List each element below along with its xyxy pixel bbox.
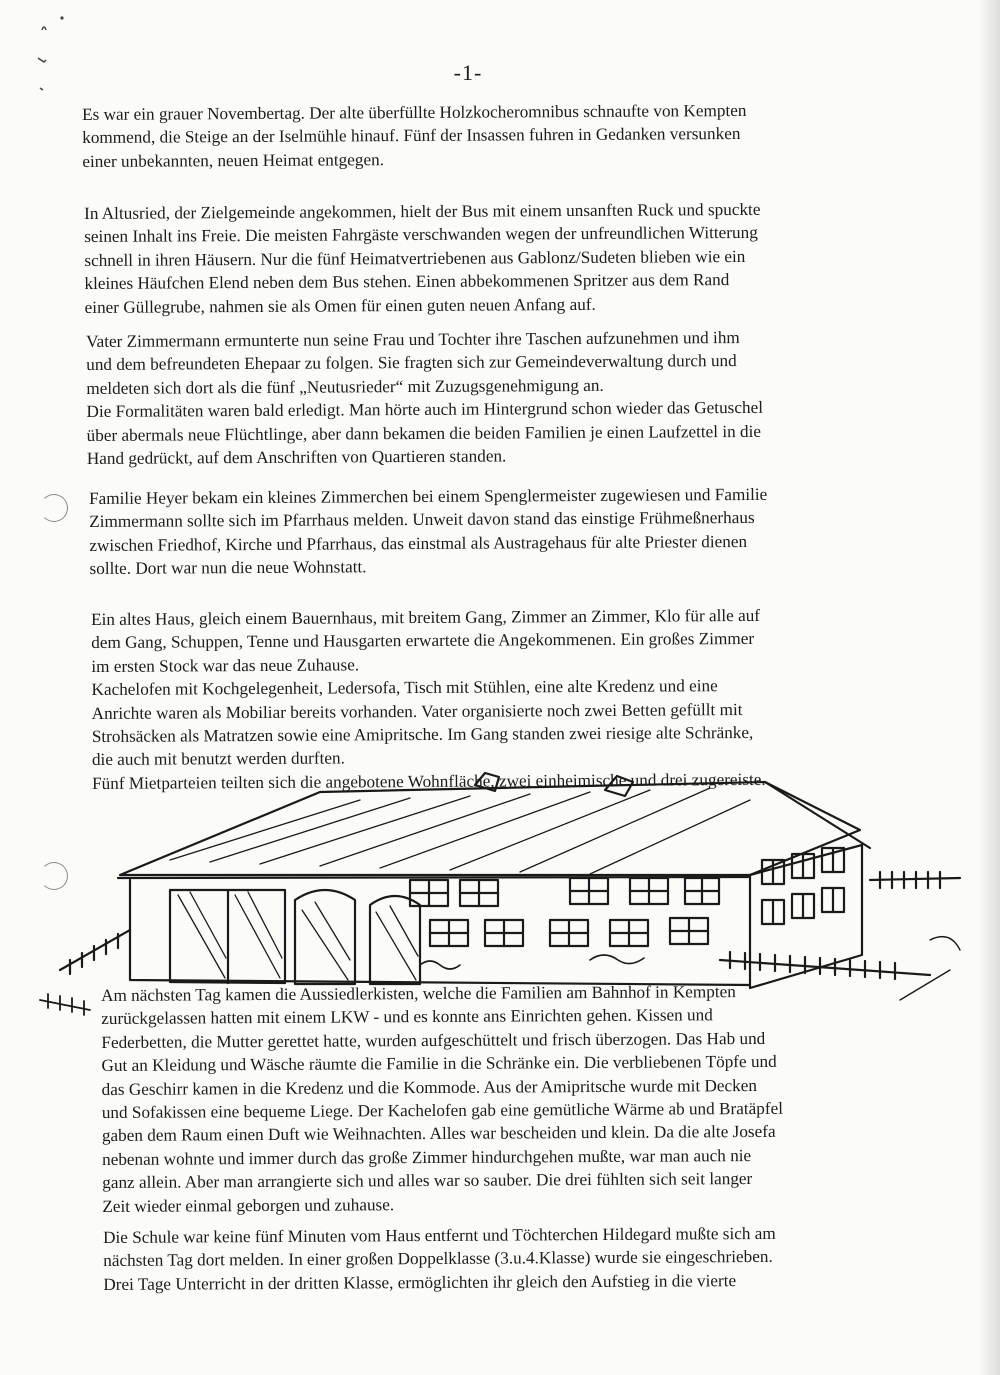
text-line: schnell in ihren Häusern. Nur die fünf Heimatvertriebenen aus Gablonz/Sudeten blieben wie ein	[84, 246, 746, 270]
punch-hole-top	[40, 494, 68, 522]
text-line: ganz allein. Aber man arrangierte sich und alles war so sauber. Die drei fühlten sich seit langer	[102, 1169, 753, 1193]
text-line: nebenan wohnte und immer durch das große Zimmer hindurchgehen mußte, war man auch nie	[102, 1145, 752, 1169]
paragraph-school	[103, 1222, 776, 1296]
text-line: über abermals neue Flüchtlinge, aber dann bekamen die beiden Familien je einen Laufzettel in die	[86, 421, 762, 445]
text-line: kommend, die Steige an der Iselmühle hinauf. Fünf der Insassen fuhren in Gedanken versunken	[82, 124, 741, 148]
text-line: Die Schule war keine fünf Minuten vom Haus entfernt und Töchterchen Hildegard mußte sich am	[103, 1223, 776, 1247]
text-line: zwischen Friedhof, Kirche und Pfarrhaus, das einstmal als Austragehaus für alte Priester dienen	[89, 531, 748, 555]
text-line: dem Gang, Schuppen, Tenne und Hausgarten erwartete die Angekommenen. Ein großes Zimmer	[91, 629, 755, 653]
paragraph-registration	[86, 326, 763, 471]
text-line: einer Güllegrube, nahmen sie als Omen für einen guten neuen Anfang auf.	[84, 294, 596, 317]
page-edge-shadow	[978, 0, 1000, 1375]
text-line: Zeit wieder einmal geborgen und zuhause.	[102, 1194, 395, 1216]
text-line: Familie Heyer bekam ein kleines Zimmerchen bei einem Spenglermeister zugewiesen und Familie	[89, 484, 768, 508]
text-line: Kachelofen mit Kochgelegenheit, Ledersofa, Tisch mit Stühlen, eine alte Kredenz und eine	[91, 676, 718, 700]
text-line: nächsten Tag dort melden. In einer großen Doppelklasse (3.u.4.Klasse) wurde sie eingeschrieben.	[103, 1247, 773, 1271]
scan-marks	[0, 0, 100, 100]
paragraph-arrival-bus	[82, 99, 747, 173]
page-number: -1-	[453, 60, 483, 85]
text-line: Hand gedrückt, auf dem Anschriften von Quartieren standen.	[86, 446, 507, 469]
text-line: sollte. Dort war nun die neue Wohnstatt.	[89, 557, 367, 579]
text-line: In Altusried, der Zielgemeinde angekommen, hielt der Bus mit einem unsanften Ruck und spuckte	[84, 199, 761, 223]
text-line: kleines Häufchen Elend neben dem Bus stehen. Einen abbekommenen Spritzer aus dem Rand	[84, 270, 730, 294]
text-line: Gut an Kleidung und Wäsche räumte die Familie in die Schränke ein. Die verbliebenen Töpfe und	[101, 1052, 777, 1076]
text-line: Zimmermann sollte sich im Pfarrhaus melden. Unweit davon stand das einstige Frühmeßnerhaus	[89, 508, 755, 532]
text-line: die auch mit benutzt werden durften.	[91, 748, 345, 770]
text-line: Vater Zimmermann ermunterte nun seine Frau und Tochter ihre Taschen aufzunehmen und ihm	[86, 328, 740, 351]
paragraph-furnishing	[101, 980, 784, 1218]
paragraph-quarters	[89, 483, 768, 581]
text-line: Es war ein grauer Novembertag. Der alte überfüllte Holzkocheromnibus schnaufte von Kempten	[82, 100, 747, 124]
text-line: Federbetten, die Mutter gerettet hatte, wurden aufgeschüttelt und frisch überzogen. Das Hab und	[101, 1028, 766, 1052]
text-line: Am nächsten Tag kamen die Aussiedlerkisten, welche die Familien am Bahnhof in Kempten	[101, 982, 736, 1005]
text-line: meldeten sich dort als die fünf „Neutusrieder“ mit Zuzugsgenehmigung an.	[86, 375, 604, 398]
text-line: Strohsäcken als Matratzen sowie eine Amipritsche. Im Gang standen zwei riesige alte Schränke,	[91, 722, 754, 747]
text-line: Fünf Mietparteien teilten sich die angebotene Wohnfläche, zwei einheimische und drei zugereiste.	[92, 769, 766, 793]
text-line: einer unbekannten, neuen Heimat entgegen.	[82, 149, 385, 171]
paragraph-altusried	[84, 198, 761, 319]
text-line: und Sofakissen eine bequeme Liege. Der Kachelofen gab eine gemütliche Wärme ab und Bratäpfel	[101, 1098, 784, 1123]
text-line: das Geschirr kamen in die Kredenz und die Kommode. Aus der Amipritsche wurde mit Decken	[101, 1075, 758, 1099]
text-line: im ersten Stock war das neue Zuhause.	[91, 655, 360, 676]
text-line: Die Formalitäten waren bald erledigt. Man hörte auch im Hintergrund schon wieder das Getuschel	[86, 398, 764, 422]
text-line: seinen Inhalt ins Freie. Die meisten Fahrgäste verschwanden wegen der unfreundlichen Witterung	[84, 223, 758, 247]
text-line: und dem befreundeten Ehepaar zu folgen. Sie fragten sich zur Gemeindeverwaltung durch und	[86, 351, 737, 375]
text-line: Anrichte waren als Mobiliar bereits vorhanden. Vater organisierte noch zwei Betten gefüllt mit	[91, 699, 743, 723]
text-line: gaben dem Raum einen Duft wie Weihnachten. Alles war bescheiden und klein. Da die alte Josefa	[101, 1122, 776, 1146]
text-line: Drei Tage Unterricht in der dritten Klasse, ermöglichten ihr gleich den Aufstieg in die vierte	[103, 1270, 737, 1294]
text-line: Ein altes Haus, gleich einem Bauernhaus, mit breitem Gang, Zimmer an Zimmer, Klo für alle auf	[91, 605, 761, 629]
text-line: zurückgelassen hatten mit einem LKW - und es konnte ans Einrichten gehen. Kissen und	[101, 1005, 713, 1029]
